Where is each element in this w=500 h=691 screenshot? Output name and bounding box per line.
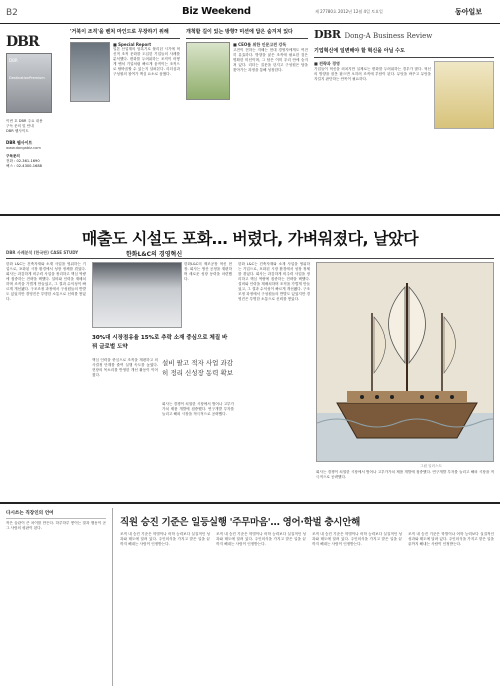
dbr-brand-name: Dong-A Business Review [344, 32, 433, 40]
website-title: DBR 웹사이트 [6, 140, 33, 145]
section-title: Biz Weekend [182, 6, 251, 17]
cover-subtitle: DestinationPremium [9, 76, 45, 80]
issue-meta: 제 27780호 2012년 12월 4일 토요일 [315, 9, 383, 14]
page-header [0, 0, 500, 24]
teaser-2-illustration [186, 42, 230, 100]
bottom-body-col1: 조직 내 승진 기준은 학벌이나 어학 능력보다 실질적인 성과와 태도에 달려 있다. 주인의식을 가지고 맡은 일을 끝까지 해내는 사람이 인정받는다. [120, 532, 210, 546]
teaser-2-subhead: ■ CEO를 위한 인문고전 강독 [233, 42, 287, 47]
bottom-left-body: 작은 습관이 큰 차이를 만든다. 하루하루 쌓이는 말과 행동이 곧 그 사람의 평판이 된다. [6, 521, 106, 530]
bottom-left-title: 다시쓰는 직장인의 언어 [6, 511, 54, 516]
bottom-body-col2: 조직 내 승진 기준은 학벌이나 어학 능력보다 실질적인 성과와 태도에 달려 있다. 주인의식을 가지고 맡은 일을 끝까지 해내는 사람이 인정받는다. [216, 532, 306, 546]
teaser-2 [186, 28, 308, 158]
bottom-headline: 직원 승진 기준은 일등실행 '주무마음'… 영어·학벌 충시안해 [120, 517, 360, 528]
case-body-col5: 회사는 경쟁이 치열한 시장에서 벗어나 고부가가치 제품 개발에 집중했다. 연구개발 투자를 늘리고 해외 시장을 적극적으로 공략했다. [316, 470, 494, 479]
bottom-left-box [6, 510, 106, 691]
case-rule [6, 258, 494, 259]
teaser-1 [70, 28, 180, 139]
sidebar-blurb: 이번 호 DBR 주요 내용 구독 문의 및 안내 DBR 웹사이트 [6, 119, 43, 133]
bottom-divider [0, 502, 500, 504]
website-url[interactable]: www.dongabiz.com [6, 146, 41, 150]
case-body-col3: 회사는 경쟁이 치열한 시장에서 벗어나 고부가가치 제품 개발에 집중했다. 연구개발 투자를 늘리고 해외 시장을 적극적으로 공략했다. [162, 402, 234, 416]
ship-caption: 그림 일러스트 [420, 464, 442, 468]
ship-drawing [317, 263, 494, 462]
cover-title: DBR [9, 58, 18, 63]
teaser-1-subhead: ■ Special Report [113, 42, 152, 47]
case-title: 한화L&C의 경영혁신 [126, 251, 183, 258]
case-body-col4: 한화 L&C는 건축자재와 소재 사업을 영위하는 기업으로, 포화된 시장 환경에서 성장 정체를 겪었다. 회사는 과감하게 비주력 사업을 정리하고 핵심 역량에 집중하는 전략을 택했다. 설비와 인력을 재배치하며 조직을 가볍게 만들었고, 그 결과 수익성이 빠르게 개선됐다. 구조조정 과정에서 구성원들의 반발도 있었지만 경영진은 투명한 소통으로 신뢰를 쌓았다. [238, 262, 310, 301]
section-divider [0, 214, 500, 216]
teaser-2-body: 고전이 전하는 지혜는 현대 경영자에게도 여전히 유효하다. 방향을 잃은 조직에 필요한 것은 명확한 미션이며, 그 답은 이미 우리 안에 숨겨져 있다. 리더는 질문을 던지고 구성원은 답을 찾아가는 과정을 통해 성장한다. [233, 48, 308, 72]
page-number: B2 [6, 8, 18, 18]
pull-quote-2: 설비 팔고 적자 사업 과감히 정리 신성장 동력 확보 [162, 359, 234, 377]
dbr-article-illustration [434, 61, 494, 129]
ship-illustration [316, 262, 494, 462]
photo-caption: 한화L&C의 제조공장 혁신 현장. 회사는 생산 공정을 재편하며 새로운 성장 동력을 마련했다. [184, 262, 232, 281]
dbr-sidebar [6, 34, 62, 194]
teaser-1-photo [70, 42, 110, 102]
subscribe-label: 구독문의 [6, 154, 20, 158]
dbr-logo: DBR [6, 34, 39, 50]
teaser-1-title: '거북이 조직'을 벤처 마인드로 무장하기 위해 [70, 29, 169, 35]
teaser-2-title: 개척할 길이 있는 방향? 미션에 답은 숨겨져 있다 [186, 29, 293, 35]
case-body-col2: 핵심 인력을 중심으로 조직을 재편하고 의사결정 단계를 줄여 실행 속도를 높였다. 현장의 목소리를 반영한 개선 활동이 이어졌다. [92, 358, 158, 377]
bottom-body-col3: 조직 내 승진 기준은 학벌이나 어학 능력보다 실질적인 성과와 태도에 달려 있다. 주인의식을 가지고 맡은 일을 끝까지 해내는 사람이 인정받는다. [312, 532, 402, 546]
case-body-col1: 한화 L&C는 건축자재와 소재 사업을 영위하는 기업으로, 포화된 시장 환경에서 성장 정체를 겪었다. 회사는 과감하게 비주력 사업을 정리하고 핵심 역량에 집중하는 전략을 택했다. 설비와 인력을 재배치하며 조직을 가볍게 만들었고, 그 결과 수익성이 빠르게 개선됐다. 구조조정 과정에서 구성원들의 반발도 있었지만 경영진은 투명한 소통으로 신뢰를 쌓았다. [6, 262, 86, 301]
teaser-1-body: 일본 산업계의 암흑기로 불리던 시기에 혁신적 조직 문화를 도입한 기업들의 사례를 분석했다. 변화를 두려워하는 조직이 어떻게 벤처 기업처럼 빠르게 움직이는 조직으로 탈바꿈할 수 있는지 살펴본다. 리더십과 구성원의 참여가 핵심 요소로 꼽혔다. [113, 47, 180, 76]
case-tag: DBR 사례분석 (한국판) CASE STUDY [6, 250, 79, 255]
phone: 전화 : 02-361-1690 [6, 159, 40, 163]
bottom-body-col4: 조직 내 승진 기준은 학벌이나 어학 능력보다 실질적인 성과와 태도에 달려 있다. 주인의식을 가지고 맡은 일을 끝까지 해내는 사람이 인정받는다. [408, 532, 494, 546]
factory-photo [92, 262, 182, 328]
bottom-vertical-rule [112, 508, 113, 686]
dbr-brand-block [314, 28, 494, 177]
newspaper-name: 동아일보 [455, 8, 483, 16]
pull-quote-1: 30%대 시장점유율 15%로 추락 소재 중심으로 체질 바꿔 글로벌 도약 [92, 335, 228, 350]
dbr-article-subhead: ■ 전략과 경영 [314, 61, 340, 66]
dbr-article-title: 기업혁신에 일변해야 할 혁신을 아닐 수도 [314, 48, 405, 54]
magazine-cover [6, 53, 52, 113]
fax: 팩스 : 02-4300-1688 [6, 164, 42, 168]
main-headline: 매출도 시설도 포화… 버렸다, 가벼워졌다, 날았다 [81, 229, 419, 248]
dbr-article-body: 기업들이 혁신을 외치지만 실제로는 변화를 두려워하는 경우가 많다. 혁신의 방향을 잘못 잡으면 오히려 조직에 부담이 된다. 무엇을 바꾸고 무엇을 지킬지 판단하는 안목이 필요하다. [314, 67, 431, 81]
dbr-brand-logo: DBR [314, 28, 341, 41]
